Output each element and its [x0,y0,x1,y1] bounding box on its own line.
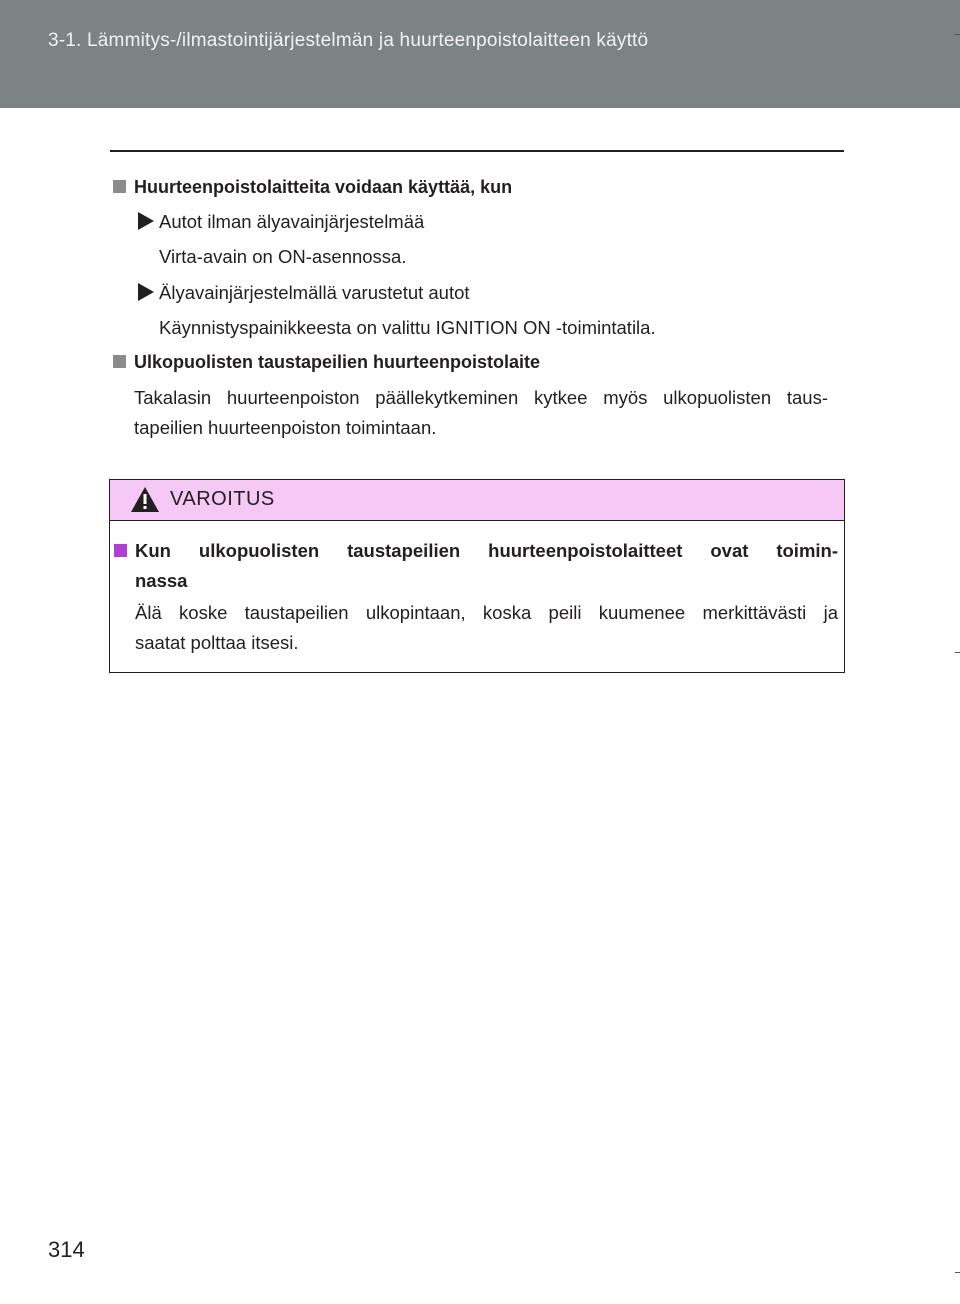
condition-text-2: Käynnistyspainikkeesta on valittu IGNITION ON -toimintatila. [159,317,656,338]
warning-box [109,479,845,673]
condition-label-1: Autot ilman älyavainjärjestelmää [159,211,425,232]
square-bullet-icon [114,544,127,557]
section-heading-2: Ulkopuolisten taustapeilien huurteenpoistolaite [113,352,540,373]
condition-text-1: Virta-avain on ON-asennossa. [159,246,407,267]
warning-text: Älä koske taustapeilien ulkopintaan, koska peili kuumenee merkittävästi ja saatat polttaa itsesi. [135,602,838,653]
square-bullet-icon [113,355,126,368]
section-heading-1: Huurteenpoistolaitteita voidaan käyttää, kun [113,177,512,198]
crop-mark [955,34,960,35]
section-divider [110,150,844,152]
condition-label-2: Älyavainjärjestelmällä varustetut autot [159,282,470,303]
chapter-title: 3-1. Lämmitys-/ilmastointijärjestelmän ja huurteenpoistolaitteen käyttö [48,30,649,51]
triangle-arrow-icon [138,212,154,230]
warning-title: VAROITUS [170,488,275,510]
warning-subheading: Kun ulkopuolisten taustapeilien huurteenpoistolaitteet ovat toimin- nassa [114,536,838,596]
warning-triangle-icon [130,486,160,513]
square-bullet-icon [113,180,126,193]
triangle-arrow-icon [138,283,154,301]
crop-mark [955,652,960,653]
page-number: 314 [48,1237,85,1262]
crop-mark [955,1272,960,1273]
section-body-2: Takalasin huurteenpoiston päällekytkeminen kytkee myös ulkopuolisten taus- tapeilien huurteenpoiston toimintaan. [134,387,828,438]
chapter-header [0,0,960,108]
warning-header [110,480,844,521]
